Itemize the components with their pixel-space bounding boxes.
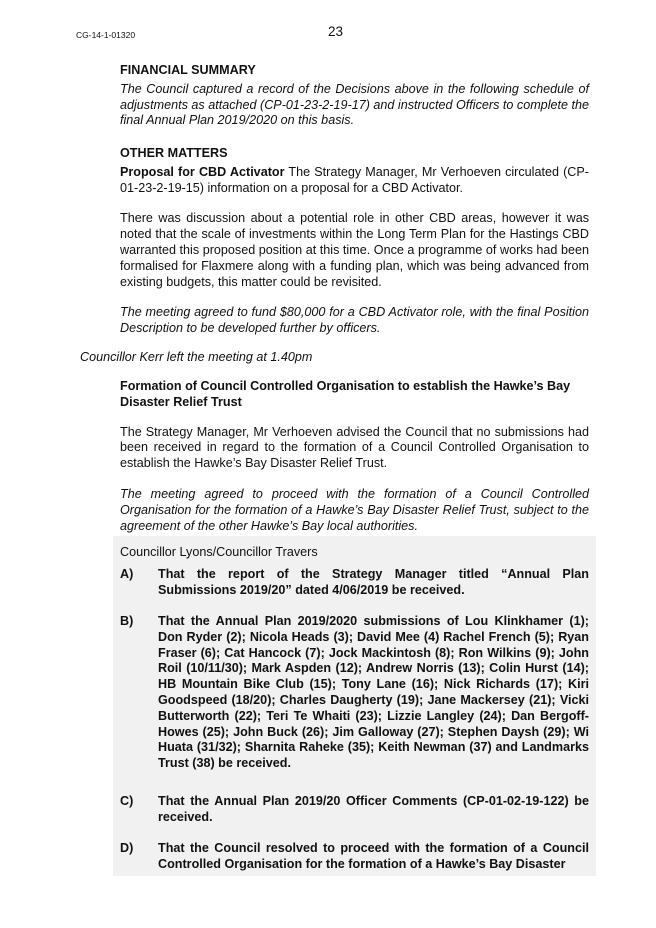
cco-agreed-paragraph: The meeting agreed to proceed with the formation of a Council Controlled Organisation for the formation of a Hawke’s Bay Disaster Relief Trust, subject to the agreement of the other Hawke’s Bay local authorities. [120,486,589,533]
cbd-proposal-paragraph [120,165,589,197]
resolution-label: D) [120,841,134,855]
resolution-text: That the Annual Plan 2019/20 Officer Comments (CP-01-02-19-122) be received. [158,794,589,824]
page-number: 23 [328,24,344,39]
cco-section [120,379,589,534]
cbd-discussion-paragraph: There was discussion about a potential role in other CBD areas, however it was noted that the scale of investments within the Long Term Plan for the Hastings CBD warranted this proposed position at this time. Once a programme of works had been formalised for Flaxmere along with a funding plan, which was being advanced from existing budgets, this matter could be revisited. [120,211,589,289]
resolution-label: B) [120,614,134,628]
resolution-b [120,614,589,772]
cco-heading: Formation of Council Controlled Organisation to establish the Hawke’s Bay Disaster Relief Trust [120,379,571,409]
other-matters-section [120,146,589,337]
cbd-proposal-text: The Strategy Manager, Mr Verhoeven circulated (CP-01-23-2-19-15) information on a proposal for a CBD Activator. [120,164,589,195]
resolution-text: That the Annual Plan 2019/2020 submissions of Lou Klinkhamer (1); Don Ryder (2); Nicola Heads (3); David Mee (4) Rachel French (5); Ryan Fraser (6); Cat Hancock (7); Jock Mackintosh (8); Ron Wilkins (9); John Roil (10/11/30); Mark Aspden (12); Andrew Norris (13); Colin Hurst (14); HB Mountain Bike Club (15); Tony Lane (16); Nick Richards (17); Kiri Goodspeed (18/20); Charles Daugherty (19); Jane Mackersey (21); Vicki Butterworth (22); Teri Te Whaiti (23); Lizzie Langley (24); Dan Bergoff-Howes (25); John Buck (26); Jim Galloway (27); Stephen Daysh (29); Wi Huata (31/32); Sharnita Raheke (35); Keith Newman (37) and Landmarks Trust (38) be received. [158,614,589,771]
cbd-proposal-title: Proposal for CBD Activator [120,164,285,179]
other-matters-heading: OTHER MATTERS [120,146,228,160]
councillor-kerr-note: Councillor Kerr left the meeting at 1.40pm [80,350,313,364]
movers-line: Councillor Lyons/Councillor Travers [120,545,318,559]
resolution-a [120,567,589,599]
financial-summary-section [120,63,589,129]
cco-text: The Strategy Manager, Mr Verhoeven advised the Council that no submissions had been received in regard to the formation of a Council Controlled Organisation to establish the Hawke’s Bay Disaster Relief Trust. [120,424,589,471]
resolution-text: That the report of the Strategy Manager titled “Annual Plan Submissions 2019/20” dated 4/06/2019 be received. [158,567,589,597]
resolution-d [120,841,589,873]
resolution-label: C) [120,794,134,808]
financial-summary-text: The Council captured a record of the Decisions above in the following schedule of adjustments as attached (CP-01-23-2-19-17) and instructed Officers to complete the final Annual Plan 2019/2020 on this basis. [120,81,590,128]
document-id: CG-14-1-01320 [76,30,136,40]
cbd-agreed-paragraph: The meeting agreed to fund $80,000 for a CBD Activator role, with the final Position Description to be developed further by officers. [120,305,589,336]
resolution-c [120,794,589,826]
resolution-label: A) [120,567,134,581]
resolution-text: That the Council resolved to proceed with the formation of a Council Controlled Organisation for the formation of a Hawke’s Bay Disaster [158,841,589,871]
financial-summary-heading: FINANCIAL SUMMARY [120,63,256,77]
